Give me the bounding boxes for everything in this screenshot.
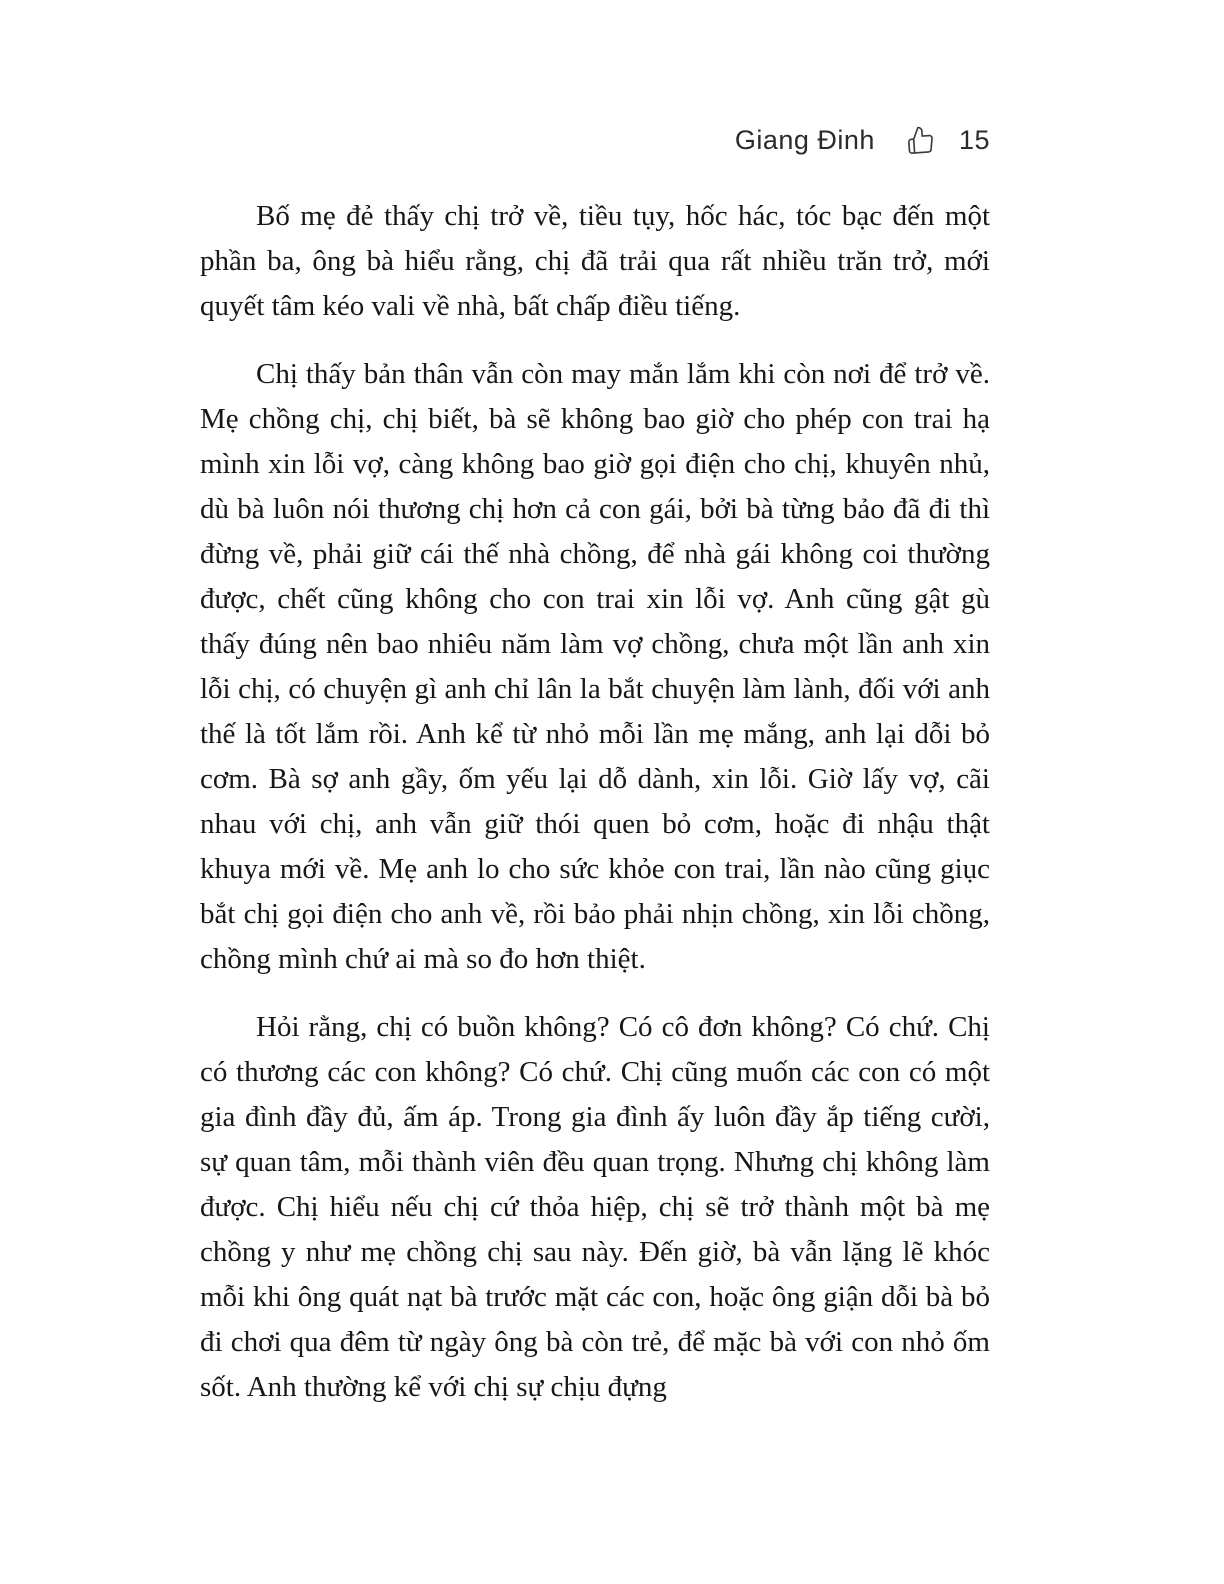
- running-header-author: Giang Đinh: [734, 124, 875, 155]
- running-header: [200, 124, 990, 156]
- thumbs-up-icon: [905, 124, 935, 156]
- page-body: [200, 194, 990, 1410]
- page-number: 15: [958, 124, 990, 155]
- paragraph-1: Bố mẹ đẻ thấy chị trở về, tiều tụy, hốc hác, tóc bạc đến một phần ba, ông bà hiểu rằng, chị đã trải qua rất nhiều trăn trở, mới quyết tâm kéo vali về nhà, bất chấp điều tiếng.: [200, 200, 990, 322]
- paragraph-2: Chị thấy bản thân vẫn còn may mắn lắm khi còn nơi để trở về. Mẹ chồng chị, chị biết, bà sẽ không bao giờ cho phép con trai hạ mình xin lỗi vợ, càng không bao giờ gọi điện cho chị, khuyên nhủ, dù bà luôn nói thương chị hơn cả con gái, bởi bà từng bảo đã đi thì đừng về, phải giữ cái thế nhà chồng, để nhà gái không coi thường được, chết cũng không cho con trai xin lỗi vợ. Anh cũng gật gù thấy đúng nên bao nhiêu năm làm vợ chồng, chưa một lần anh xin lỗi chị, có chuyện gì anh chỉ lân la bắt chuyện làm lành, đối với anh thế là tốt lắm rồi. Anh kể từ nhỏ mỗi lần mẹ mắng, anh lại dỗi bỏ cơm. Bà sợ anh gầy, ốm yếu lại dỗ dành, xin lỗi. Giờ lấy vợ, cãi nhau với chị, anh vẫn giữ thói quen bỏ cơm, hoặc đi nhậu thật khuya mới về. Mẹ anh lo cho sức khỏe con trai, lần nào cũng giục bắt chị gọi điện cho anh về, rồi bảo phải nhịn chồng, xin lỗi chồng, chồng mình chứ ai mà so đo hơn thiệt.: [200, 358, 990, 975]
- paragraph-3: Hỏi rằng, chị có buồn không? Có cô đơn không? Có chứ. Chị có thương các con không? Có chứ. Chị cũng muốn các con có một gia đình đầy đủ, ấm áp. Trong gia đình ấy luôn đầy ắp tiếng cười, sự quan tâm, mỗi thành viên đều quan trọng. Nhưng chị không làm được. Chị hiểu nếu chị cứ thỏa hiệp, chị sẽ trở thành một bà mẹ chồng y như mẹ chồng chị sau này. Đến giờ, bà vẫn lặng lẽ khóc mỗi khi ông quát nạt bà trước mặt các con, hoặc ông giận dỗi bà bỏ đi chơi qua đêm từ ngày ông bà còn trẻ, để mặc bà với con nhỏ ốm sốt. Anh thường kể với chị sự chịu đựng: [200, 1011, 990, 1403]
